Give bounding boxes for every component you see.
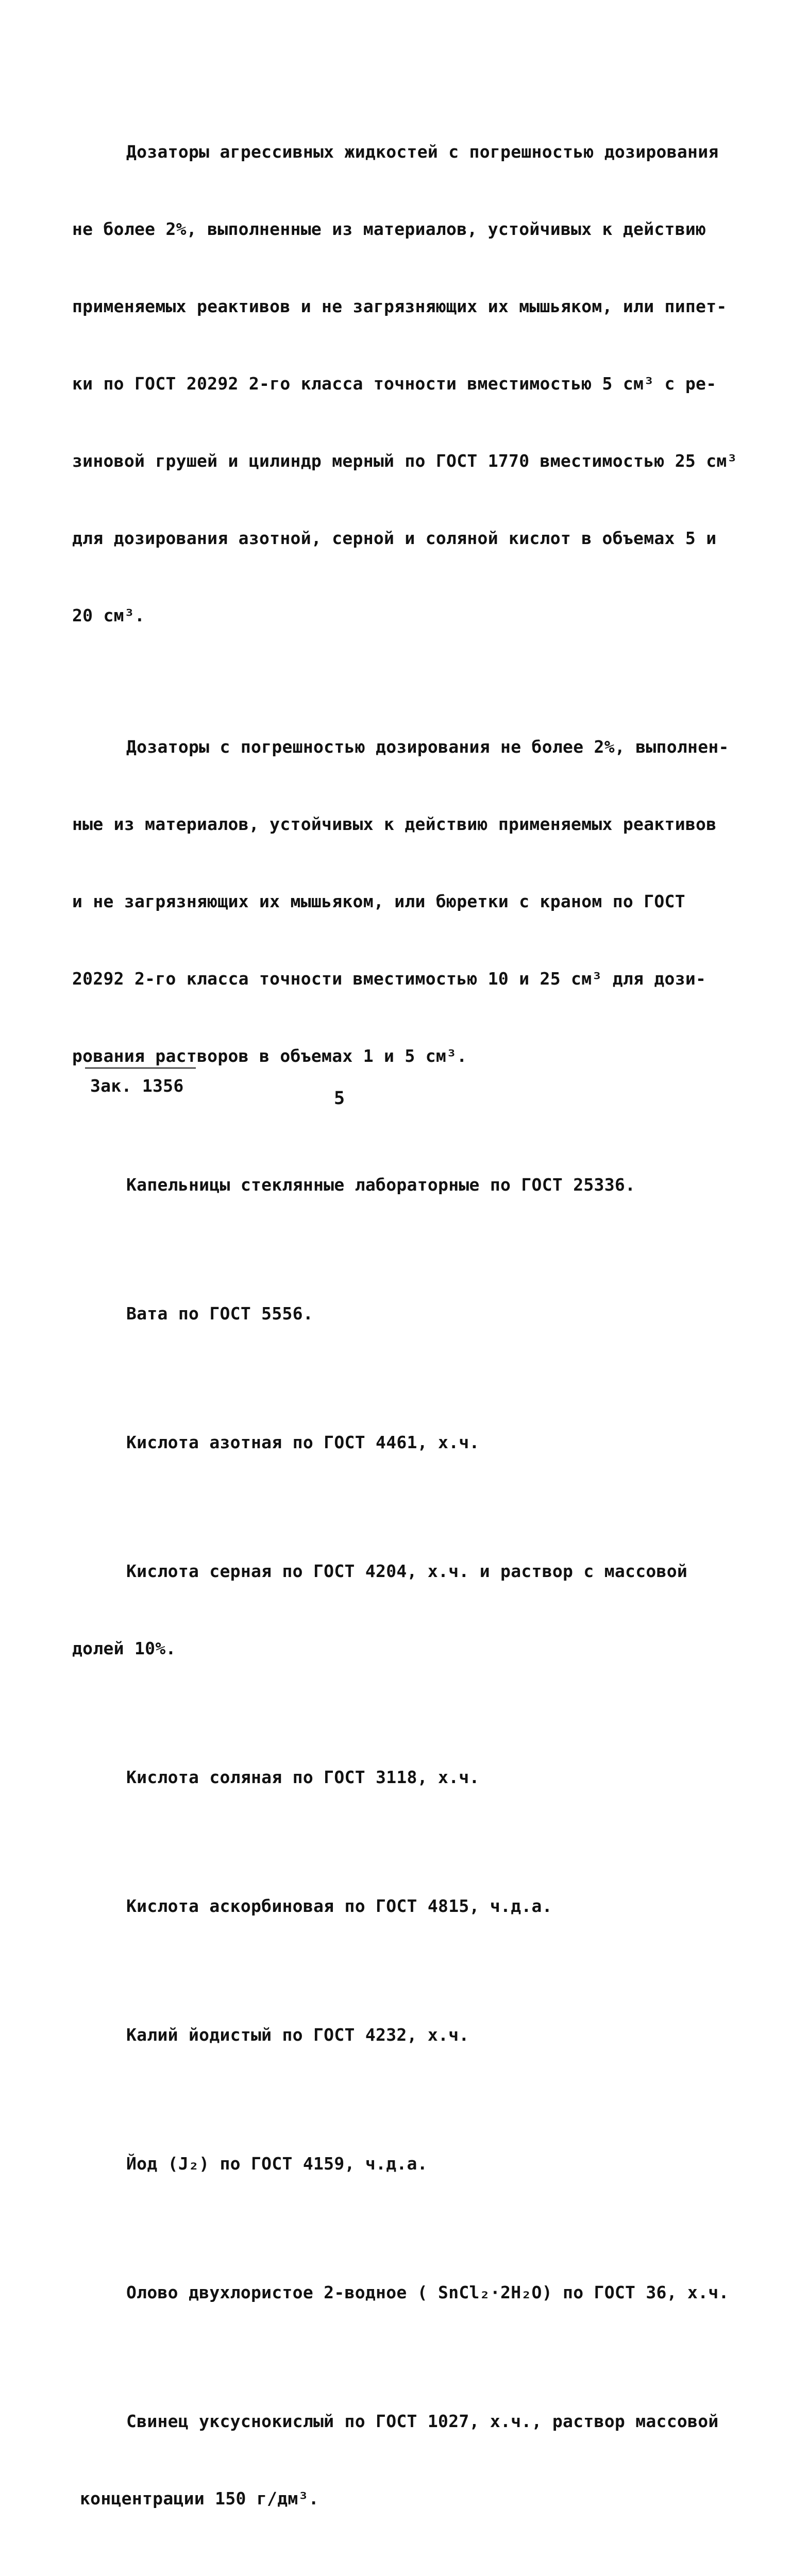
text-line: 20292 2-го класса точности вместимостью 10 и 25 см³ для дози- [72,969,706,989]
text-line: Кислота серная по ГОСТ 4204, х.ч. и раствор с массовой [126,1561,688,1581]
list-item [0,1378,791,1507]
text-line: ки по ГОСТ 20292 2-го класса точности вместимостью 5 см³ с ре- [72,374,717,394]
list-item [0,1971,791,2099]
text-line: Вата по ГОСТ 5556. [126,1303,314,1324]
text-line: применяемых реактивов и не загрязняющих их мышьяком, или пипет- [72,296,727,316]
text-line: Кислота соляная по ГОСТ 3118, х.ч. [126,1767,480,1787]
text-line: Олово двухлористое 2-водное ( SnCl₂·2H₂O) по ГОСТ 36, х.ч. [126,2282,729,2302]
list-item [0,1249,791,1378]
text-line: для дозирования азотной, серной и соляной кислот в объемах 5 и [72,528,717,548]
page-number: 5 [334,1088,345,1109]
list-item [0,1842,791,1971]
list-item [0,1121,791,1249]
text-line: Дозаторы агрессивных жидкостей с погрешностью дозирования [126,142,719,162]
text-line: Свинец уксуснокислый по ГОСТ 1027, х.ч., раствор массовой [126,2411,719,2431]
footnote-rule [85,1067,196,1069]
list-item [0,2099,791,2228]
paragraph-dispensers-solutions [0,683,791,1121]
body-text [0,88,791,2576]
text-line: Капельницы стеклянные лабораторные по ГОСТ 25336. [126,1175,636,1195]
text-line: 20 см³. [72,605,145,625]
text-line: Кислота азотная по ГОСТ 4461, х.ч. [126,1432,480,1452]
text-line: Калий йодистый по ГОСТ 4232, х.ч. [126,2025,469,2045]
text-line: концентрации 150 г/дм³. [80,2488,319,2509]
text-line: Йод (J₂) по ГОСТ 4159, ч.д.а. [126,2154,428,2174]
text-line: долей 10%. [72,1638,176,1658]
text-line: Кислота аскорбиновая по ГОСТ 4815, ч.д.а. [126,1896,552,1916]
text-line: ные из материалов, устойчивых к действию применяемых реактивов [72,814,717,834]
list-item [0,1713,791,1842]
list-item [0,2566,791,2576]
text-line: и не загрязняющих их мышьяком, или бюретки с краном по ГОСТ [72,891,685,911]
list-item [0,2357,791,2563]
paragraph-dispensers-acids [0,88,791,680]
order-number: Зак. 1356 [90,1076,184,1096]
list-item [0,2228,791,2357]
text-line: не более 2%, выполненные из материалов, устойчивых к действию [72,219,706,239]
text-line: зиновой грушей и цилиндр мерный по ГОСТ 1770 вместимостью 25 см³ [72,451,737,471]
text-line: Дозаторы с погрешностью дозирования не более 2%, выполнен- [126,737,729,757]
list-item [0,1507,791,1713]
text-line: рования растворов в объемах 1 и 5 см³. [72,1046,467,1066]
